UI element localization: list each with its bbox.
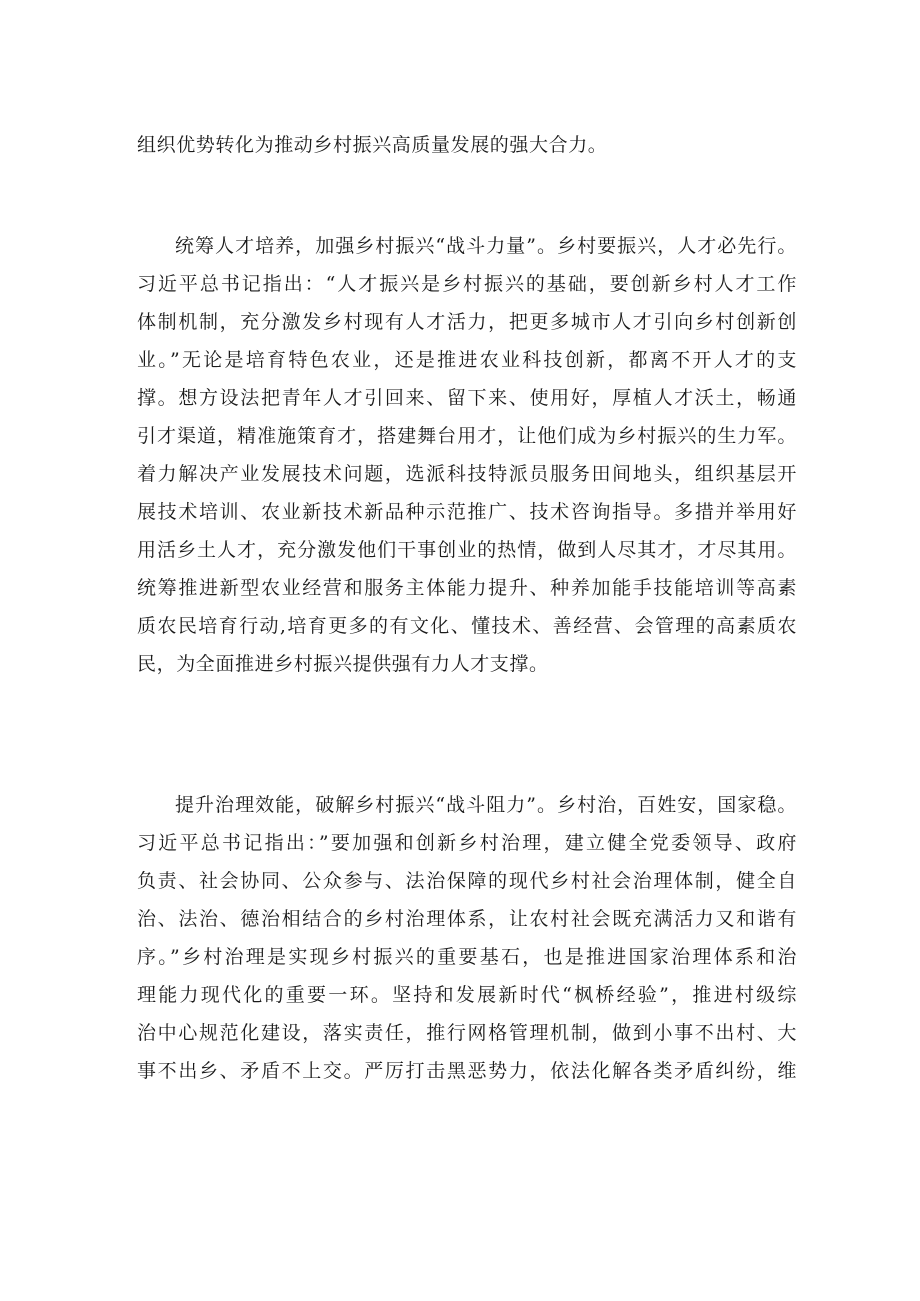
paragraph-line: 习近平总书记指出：“人才振兴是乡村振兴的基础，要创新乡村人才工作 bbox=[137, 273, 797, 295]
paragraph-line: 统筹人才培养，加强乡村振兴“战斗力量”。乡村要振兴，人才必先行。 bbox=[175, 235, 797, 257]
paragraph-line: 组织优势转化为推动乡村振兴高质量发展的强大合力。 bbox=[137, 134, 608, 156]
paragraph-line: 展技术培训、农业新技术新品种示范推广、技术咨询指导。多措并举用好 bbox=[137, 501, 797, 523]
paragraph-line: 治、法治、德治相结合的乡村治理体系，让农村社会既充满活力又和谐有 bbox=[137, 908, 797, 930]
paragraph-line: 着力解决产业发展技术问题，选派科技特派员服务田间地头，组织基层开 bbox=[137, 463, 797, 485]
paragraph-line: 质农民培育行动,培育更多的有文化、懂技术、善经营、会管理的高素质农 bbox=[137, 615, 797, 637]
paragraph-line: 引才渠道，精准施策育才，搭建舞台用才，让他们成为乡村振兴的生力军。 bbox=[137, 425, 797, 447]
paragraph-line: 民，为全面推进乡村振兴提供强有力人才支撑。 bbox=[137, 653, 549, 675]
paragraph-line: 统筹推进新型农业经营和服务主体能力提升、种养加能手技能培训等高素 bbox=[137, 577, 797, 599]
paragraph-governance bbox=[137, 786, 797, 1090]
paragraph-talent-cultivation bbox=[137, 227, 797, 683]
paragraph-line: 习近平总书记指出：”要加强和创新乡村治理，建立健全党委领导、政府 bbox=[137, 832, 797, 854]
paragraph-line: 提升治理效能，破解乡村振兴“战斗阻力”。乡村治，百姓安，国家稳。 bbox=[175, 794, 797, 816]
paragraph-line: 序。”乡村治理是实现乡村振兴的重要基石，也是推进国家治理体系和治 bbox=[137, 946, 797, 968]
paragraph-line: 治中心规范化建设，落实责任，推行网格管理机制，做到小事不出村、大 bbox=[137, 1022, 797, 1044]
paragraph-line: 理能力现代化的重要一环。坚持和发展新时代“枫桥经验”，推进村级综 bbox=[137, 984, 797, 1006]
paragraph-line: 负责、社会协同、公众参与、法治保障的现代乡村社会治理体制，健全自 bbox=[137, 870, 797, 892]
paragraph-continuation bbox=[137, 126, 797, 164]
paragraph-line: 业。”无论是培育特色农业，还是推进农业科技创新，都离不开人才的支 bbox=[137, 349, 797, 371]
paragraph-line: 撑。想方设法把青年人才引回来、留下来、使用好，厚植人才沃土，畅通 bbox=[137, 387, 797, 409]
paragraph-line: 事不出乡、矛盾不上交。严厉打击黑恶势力，依法化解各类矛盾纠纷，维 bbox=[137, 1060, 797, 1082]
paragraph-line: 用活乡土人才，充分激发他们干事创业的热情，做到人尽其才，才尽其用。 bbox=[137, 539, 797, 561]
paragraph-line: 体制机制，充分激发乡村现有人才活力，把更多城市人才引向乡村创新创 bbox=[137, 311, 797, 333]
